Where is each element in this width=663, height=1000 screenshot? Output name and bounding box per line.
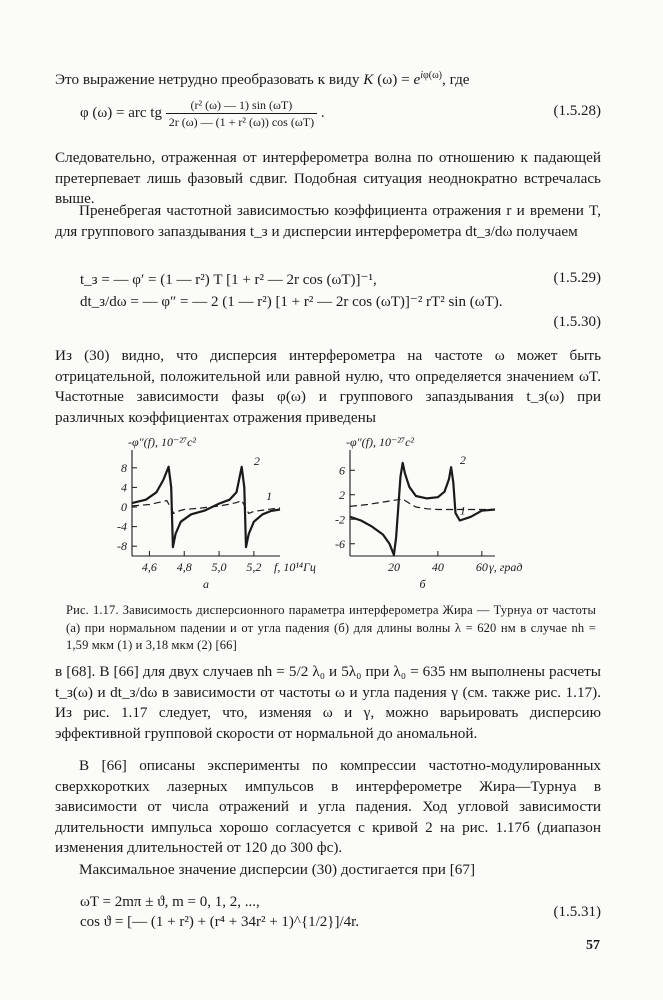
y-tick-label-1-3: -6 — [335, 536, 345, 551]
y-tick-label-1-2: -2 — [335, 512, 345, 527]
eq29-number: (1.5.29) — [553, 270, 601, 286]
x-tick-label-1-1: 40 — [431, 560, 444, 574]
panel-label-1: б — [419, 577, 426, 591]
equation-1-5-30: dt_з/dω = — φ″ = — 2 (1 — r²) [1 + r² — 2r cos (ωT)]⁻² rT² sin (ωT). — [80, 294, 503, 310]
series-2-line-1 — [350, 463, 495, 555]
series-1-line-0 — [132, 501, 280, 514]
paragraph-2: Следовательно, отраженная от интерферометра волна по отношению к падающей претерпевает лишь фазовый сдвиг. Подобная ситуация неоднократно встречалась выше. — [55, 149, 601, 208]
equation-1-5-31-line1: ωT = 2mπ ± ϑ, m = 0, 1, 2, ..., — [80, 894, 260, 910]
figure-1-17 — [0, 428, 663, 598]
curve-label-1-1: 1 — [459, 503, 466, 518]
figure-caption: Рис. 1.17. Зависимость дисперсионного параметра интерферометра Жира — Турнуа от частоты (а) при нормальном падении и от угла падения (б) для длины волны λ = 620 нм в случае nh = 1,59 мкм (1) и 3,18 мкм (2) [66] — [66, 603, 596, 652]
chart-panel-a — [117, 435, 316, 591]
eq28-lhs: φ (ω) = arc tg — [80, 104, 162, 121]
eq28-fraction — [166, 98, 317, 129]
equation-1-5-31-line2: cos ϑ = [— (1 + r²) + (r⁴ + 34r² + 1)^{1/2}]/4r. — [80, 914, 360, 930]
y-tick-label-0-2: 0 — [121, 500, 127, 514]
y-tick-label-0-3: -4 — [117, 519, 127, 534]
chart-panel-b — [335, 435, 522, 591]
eq31-number: (1.5.31) — [553, 904, 601, 920]
eq30-number: (1.5.30) — [553, 314, 601, 330]
x-axis-label-1: γ, град — [489, 560, 523, 574]
eq28-number: (1.5.28) — [553, 103, 601, 119]
y-axis-label-0: -φ″(f), 10⁻²⁷c² — [128, 435, 196, 449]
eq28-denominator: 2r (ω) — (1 + r² (ω)) cos (ωT) — [168, 115, 315, 129]
paragraph-7: Максимальное значение дисперсии (30) достигается при [67] — [79, 861, 476, 878]
eq28-numerator: (r² (ω) — 1) sin (ωT) — [166, 98, 317, 114]
equation-1-5-28: φ (ω) = arc tg $\frac{\text{(r² (ω) — 1) sin (ωT)}}{\text{2r (ω) — (1 + r² (ω)) cos (ωT)}}$ . — [80, 98, 325, 129]
x-tick-label-0-0: 4,6 — [141, 560, 157, 574]
x-tick-label-1-0: 20 — [387, 560, 400, 574]
panel-label-0: а — [203, 577, 209, 591]
x-tick-label-0-3: 5,2 — [246, 560, 262, 574]
curve-label-1-0: 1 — [266, 489, 273, 504]
y-tick-label-0-0: 8 — [121, 460, 127, 475]
x-tick-label-0-2: 5,0 — [211, 560, 227, 574]
curve-label-2-0: 2 — [253, 453, 260, 468]
y-tick-label-1-1: 2 — [339, 487, 345, 502]
y-tick-label-0-4: -8 — [117, 539, 127, 554]
paragraph-6: В [66] описаны эксперименты по компрессии частотно-модулированных сверхкоротких лазерных импульсов в интерферометре Жира—Турнуа в зависимости от числа отражений и угла падения. Ход угловой зависимости длительности импульса хорошо согласуется с кривой 2 на рис. 1.17б (диапазон изменения длительностей от 120 до 300 фс). — [55, 757, 601, 857]
x-axis-label-0: f, 10¹⁴Гц — [274, 560, 316, 574]
series-1-line-1 — [350, 499, 495, 510]
x-tick-label-1-2: 60 — [475, 560, 488, 574]
paragraph-5: в [68]. В [66] для двух случаев nh = 5/2 λ₀ и 5λ₀ при λ₀ = 635 нм выполнены расчеты t_з(ω) и dt_з/dω в зависимости от частоты ω и угла падения γ (см. также рис. 1.17). Из рис. 1.17 следует, что, изменяя ω и γ, можно варьировать дисперсию эффективной групповой скорости от нормальной до аномальной. — [55, 663, 601, 742]
y-tick-label-0-1: 4 — [121, 480, 127, 495]
equation-1-5-29: t_з = — φ′ = (1 — r²) T [1 + r² — 2r cos (ωT)]⁻¹, — [80, 272, 377, 288]
y-axis-label-1: -φ″(f), 10⁻²⁷c² — [346, 435, 414, 449]
page-number: 57 — [586, 938, 600, 953]
y-tick-label-1-0: 6 — [339, 463, 345, 478]
paragraph-4: Из (30) видно, что дисперсия интерферометра на частоте ω может быть отрицательной, положительной или равной нулю, что определяется значением ωT. Частотные зависимости фазы φ(ω) и группового запаздывания t_з(ω) при различных коэффициентах отражения приведены — [55, 347, 601, 426]
paragraph-1: Это выражение нетрудно преобразовать к виду K $(\omega) = e^{i\varphi(\omega)}$, где — [55, 70, 470, 89]
paragraph-3: Пренебрегая частотной зависимостью коэффициента отражения r и времени T, для группового запаздывания t_з и дисперсии интерферометра dt_з/dω получаем — [55, 202, 601, 240]
x-tick-label-0-1: 4,8 — [176, 560, 192, 574]
curve-label-2-1: 2 — [459, 453, 466, 468]
